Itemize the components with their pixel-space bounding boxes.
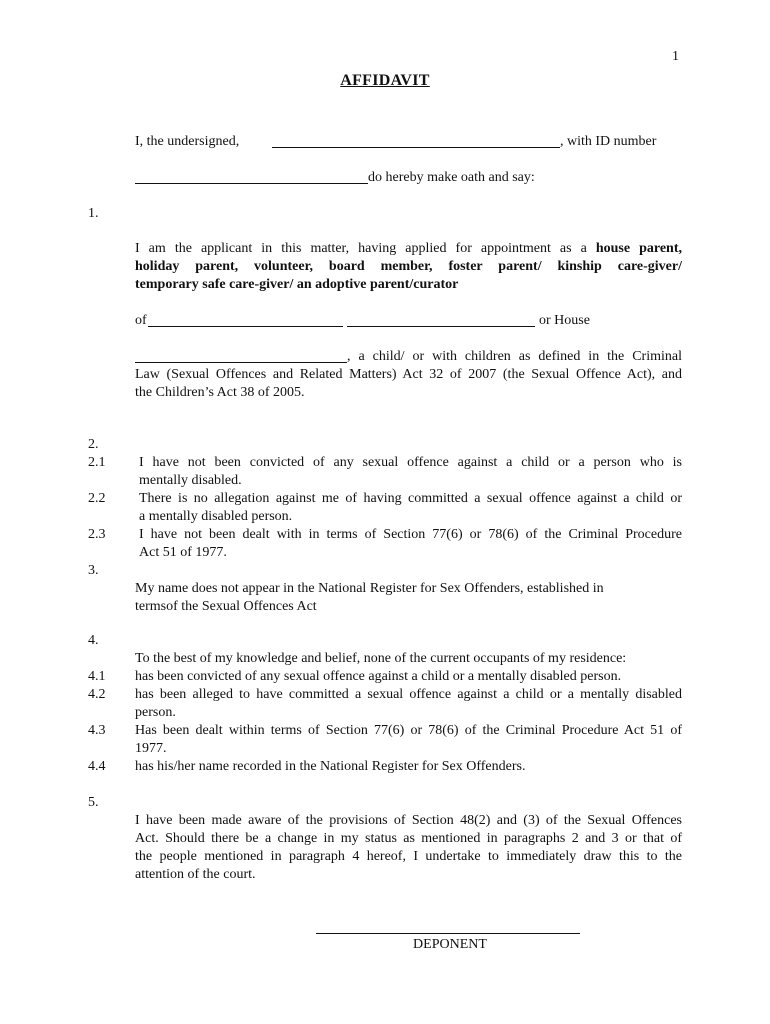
deponent-signature-line[interactable] bbox=[316, 933, 580, 934]
item-2-3-number: 2.3 bbox=[88, 527, 106, 542]
section-3-line-1: My name does not appear in the National Register for Sex Offenders, established in bbox=[135, 581, 604, 596]
item-4-3-number: 4.3 bbox=[88, 723, 106, 738]
intro-undersigned: I, the undersigned, bbox=[135, 134, 240, 149]
item-4-2-number: 4.2 bbox=[88, 687, 106, 702]
item-2-1-number: 2.1 bbox=[88, 455, 106, 470]
item-2-2-text: There is no allegation against me of having committed a sexual offence against a child or a mentally disabled person. bbox=[139, 491, 682, 524]
address-blank-line-2[interactable] bbox=[347, 326, 535, 327]
section-3-number: 3. bbox=[88, 563, 99, 578]
item-2-1-text: I have not been convicted of any sexual offence against a child or a person who is mentally disabled. bbox=[139, 455, 682, 488]
item-4-3-text: Has been dealt within terms of Section 77(6) or 78(6) of the Criminal Procedure Act 51 of 1977. bbox=[135, 723, 682, 756]
section-1-line-1: I am the applicant in this matter, having applied for appointment as a house parent, bbox=[135, 241, 682, 256]
section-2-number: 2. bbox=[88, 437, 99, 452]
section-4-intro: To the best of my knowledge and belief, none of the current occupants of my residence: bbox=[135, 651, 627, 666]
item-4-1-text: has been convicted of any sexual offence against a child or a mentally disabled person. bbox=[135, 669, 622, 684]
item-2-2-number: 2.2 bbox=[88, 491, 106, 506]
intro-oath: do hereby make oath and say: bbox=[368, 170, 535, 185]
section-3-text bbox=[135, 580, 682, 616]
intro-id-number: , with ID number bbox=[560, 134, 657, 149]
item-2-3-text: I have not been dealt with in terms of Section 77(6) or 78(6) of the Criminal Procedure Act 51 of 1977. bbox=[139, 527, 682, 560]
item-4-2-text: has been alleged to have committed a sexual offence against a child or a mentally disabled person. bbox=[135, 687, 682, 720]
section-1-line-3: temporary safe care-giver/ an adoptive parent/curator bbox=[135, 277, 459, 292]
item-4-1-number: 4.1 bbox=[88, 669, 106, 684]
or-house-label: or House bbox=[539, 313, 590, 328]
child-definition-line-3: the Children’s Act 38 of 2005. bbox=[135, 385, 305, 400]
item-4-4-number: 4.4 bbox=[88, 759, 106, 774]
document-title: AFFIDAVIT bbox=[340, 72, 430, 89]
item-4-4-text: has his/her name recorded in the National Register for Sex Offenders. bbox=[135, 759, 526, 774]
house-blank-line[interactable] bbox=[135, 362, 347, 363]
name-blank-line[interactable] bbox=[272, 147, 560, 148]
child-definition-continued bbox=[135, 366, 682, 402]
page-number: 1 bbox=[672, 49, 679, 64]
section-3-line-2: termsof the Sexual Offences Act bbox=[135, 599, 317, 614]
child-definition-line-2: Law (Sexual Offences and Related Matters) Act 32 of 2007 (the Sexual Offence Act), and bbox=[135, 367, 682, 382]
child-definition-line-1: , a child/ or with children as defined in the Criminal bbox=[347, 349, 682, 364]
section-1-paragraph bbox=[135, 240, 682, 294]
section-1-line-2: holiday parent, volunteer, board member, foster parent/ kinship care-giver/ bbox=[135, 259, 682, 274]
deponent-label: DEPONENT bbox=[413, 937, 487, 952]
section-5-paragraph: I have been made aware of the provisions of Section 48(2) and (3) of the Sexual Offences Act. Should there be a change in my status as mentioned in paragraphs 2 and 3 or that of the people mentioned in paragraph 4 hereof, I undertake to immediately draw this to the attention of the court. bbox=[135, 813, 682, 882]
of-label: of bbox=[135, 313, 147, 328]
section-4-number: 4. bbox=[88, 633, 99, 648]
address-blank-line-1[interactable] bbox=[148, 326, 343, 327]
section-1-number: 1. bbox=[88, 206, 99, 221]
section-5-number: 5. bbox=[88, 795, 99, 810]
id-number-blank-line[interactable] bbox=[135, 183, 368, 184]
